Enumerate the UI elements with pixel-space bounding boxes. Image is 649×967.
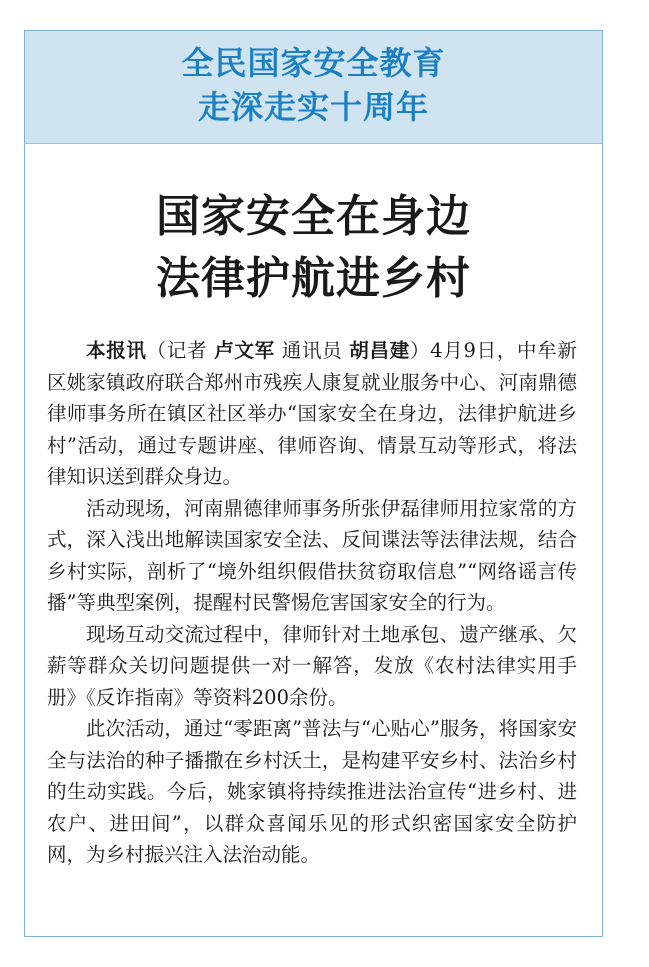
banner-title-line-1: 全民国家安全教育 [181,44,446,82]
headline-line-1: 国家安全在身边 [156,191,471,242]
lead-label: 本报讯 [86,339,147,362]
reporter-name: 卢文军 [214,339,275,362]
headline-line-2: 法律护航进乡村 [156,253,471,304]
byline-open: （记者 [146,339,215,362]
topic-banner [25,31,602,144]
banner-title-line-2: 走深走实十周年 [197,88,429,126]
paragraph-2: 活动现场，河南鼎德律师事务所张伊磊律师用拉家常的方式，深入浅出地解读国家安全法、反间谍法等法律法规，结合乡村实际，剖析了“境外组织假借扶贫窃取信息”“网络谣言传播”等典型案例，提醒村民警惕危害国家安全的行为。 [47,496,577,614]
byline-mid: 通讯员 [274,339,350,362]
correspondent-name: 胡昌建 [349,339,410,362]
paragraph-1 [47,335,577,493]
article-body [47,335,577,871]
article-frame [24,30,603,937]
byline-close: ） [409,339,431,362]
paragraph-4: 此次活动，通过“零距离”普法与“心贴心”服务，将国家安全与法治的种子播撒在乡村沃土，是构建平安乡村、法治乡村的生动实践。今后，姚家镇将持续推进法治宣传“进乡村、进农户、进田间”，以群众喜闻乐见的形式织密国家安全防护网，为乡村振兴注入法治动能。 [47,717,577,866]
paragraph-3: 现场互动交流过程中，律师针对土地承包、遗产继承、欠薪等群众关切问题提供一对一解答，发放《农村法律实用手册》《反诈指南》等资料200余份。 [47,622,577,709]
paragraph-1-text: 4月9日，中牟新区姚家镇政府联合郑州市残疾人康复就业服务中心、河南鼎德律师事务所在镇区社区举办“国家安全在身边，法律护航进乡村”活动，通过专题讲座、律师咨询、情景互动等形式，将法律知识送到群众身边。 [47,339,577,488]
